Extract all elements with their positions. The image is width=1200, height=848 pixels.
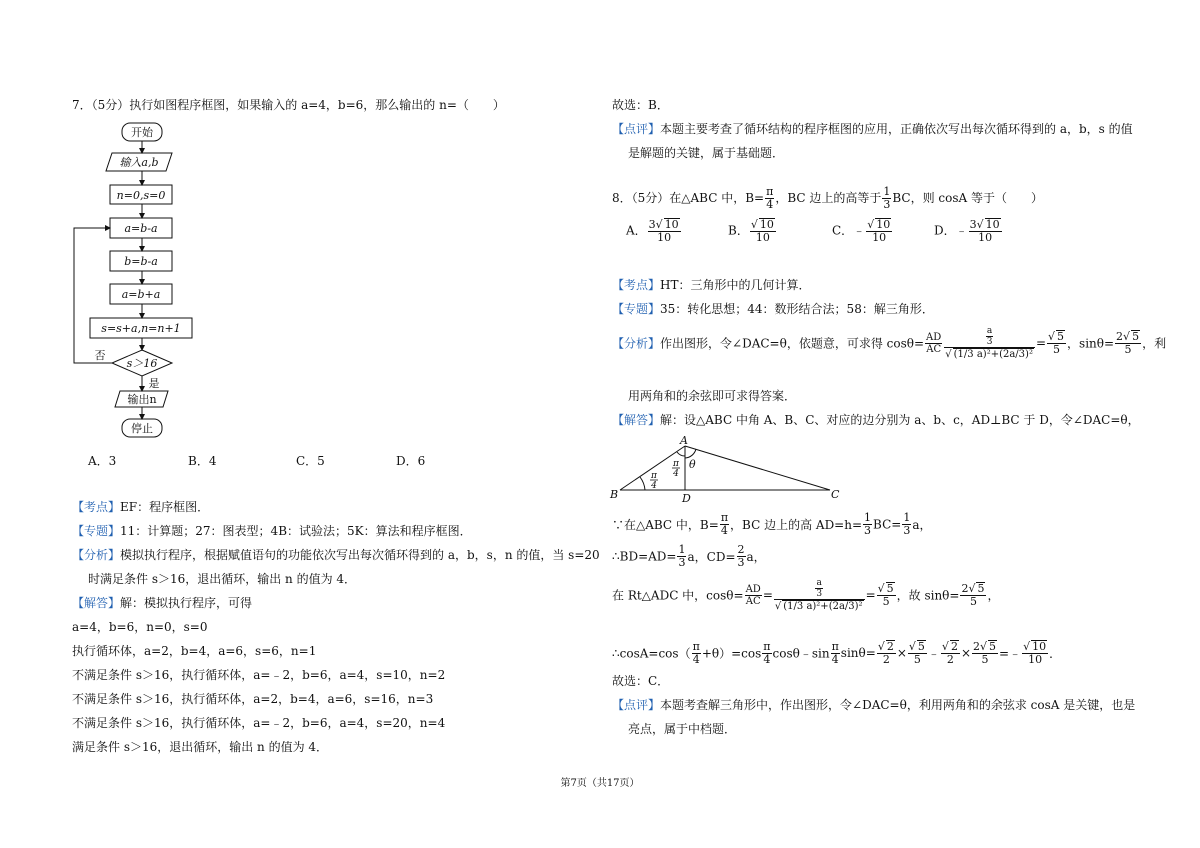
- flow-no-label: 否: [94, 349, 106, 362]
- svg-text:4: 4: [673, 469, 679, 479]
- q7-dianping: [612, 120, 1133, 137]
- q8-option-a: A． $\frac{3√ 10}{10}$: [626, 218, 679, 244]
- fenxi-tag: 【分析】: [72, 548, 121, 562]
- q8-dianping: 【点评】本题考查解三角形中，作出图形，令∠DAC=θ，利用两角和的余弦求 cosA 是关键，也是: [612, 698, 1136, 712]
- flow-stop-text: 停止: [131, 422, 153, 435]
- q8-dianping-line2: 亮点，属于中档题．: [628, 722, 737, 736]
- q8-option-b: B． $\frac{√ 10}{10}$: [728, 218, 774, 244]
- angle-bad-arc: [677, 452, 685, 456]
- q8-title: 8．（5分）在△ABC 中，B= $\frac{\pi}{4}$ ，BC 边上的高等于 $\frac{1}{3}$ BC，则 cosA 等于（ ）: [612, 185, 1043, 211]
- flow-yes-label: 是: [148, 377, 160, 390]
- angle-theta-arc: [685, 449, 696, 458]
- q7-option-c: C．5: [296, 454, 325, 468]
- theta-label: θ: [689, 458, 696, 471]
- q7-line-4: 不满足条件 s＞16，执行循环体，a=2，b=4，a=6，s=16，n=3: [72, 692, 434, 706]
- dianping-tag: 【点评】: [612, 122, 661, 136]
- kaodian-tag: 【考点】: [72, 500, 121, 514]
- fenxi-text: 模拟执行程序，根据赋值语句的功能依次写出每次循环得到的 a，b，s，n 的值，当 s=20: [120, 548, 600, 562]
- q7-line-1: a=4，b=6，n=0，s=0: [72, 620, 208, 634]
- vertex-b: B: [610, 488, 619, 501]
- q7-answer: 故选：B．: [612, 98, 669, 112]
- frac-1-over-3: $\frac{1}{3}$: [883, 185, 891, 211]
- flow-input-text: 输入a,b: [119, 156, 159, 169]
- flow-step2-text: b=b-a: [124, 255, 158, 268]
- flow-init-text: n=0,s=0: [116, 189, 166, 202]
- angle-b-arc: [640, 477, 645, 490]
- flow-output-text: 输出n: [127, 393, 157, 406]
- q7-option-b: B．4: [188, 454, 217, 468]
- q7-jieda: [72, 594, 252, 611]
- jieda-tag: 【解答】: [72, 596, 121, 610]
- q7-kaodian: [72, 498, 209, 515]
- q8-jieda: 【解答】解：设△ABC 中角 A、B、C、对应的边分别为 a、b、c，AD⊥BC 于 D，令∠DAC=θ，: [612, 413, 1140, 427]
- kaodian-text: EF：程序框图．: [120, 500, 210, 514]
- zhuanti-tag: 【专题】: [72, 524, 121, 538]
- jieda-text: 解：模拟执行程序，可得: [120, 596, 253, 610]
- zhuanti-text: 11：计算题；27：图表型；4B：试验法；5K：算法和程序框图．: [120, 524, 472, 538]
- page-footer: 第7页（共17页）: [560, 778, 640, 789]
- svg-text:π: π: [673, 459, 679, 469]
- q7-line-6: 满足条件 s＞16，退出循环，输出 n 的值为 4．: [72, 740, 329, 754]
- q8-answer: 故选：C．: [612, 674, 670, 688]
- q7-line-5: 不满足条件 s＞16，执行循环体，a=﹣2，b=6，a=4，s=20，n=4: [72, 716, 446, 730]
- triangle-figure: [605, 432, 845, 506]
- q8-option-d: D．﹣ $\frac{3√ 10}{10}$: [934, 218, 1000, 244]
- q7-zhuanti: [72, 522, 472, 539]
- side-ac: [685, 446, 830, 490]
- svg-text:4: 4: [651, 481, 657, 491]
- q7-fenxi: [72, 546, 600, 563]
- q8-rt: 在 Rt△ADC 中，cosθ= $\frac{AD}{AC}$ = $\frac{\frac{a}{3}}{\text{√ (1/3 a)²+(2a/3)²}}$ = $\frac{√ 5}{5}$ ，故 sinθ= $\frac{2√ 5}{5}$ ，: [612, 578, 1000, 612]
- flow-step1-text: a=b-a: [124, 222, 158, 235]
- q7-line-2: 执行循环体，a=2，b=4，a=6，s=6，n=1: [72, 644, 317, 658]
- q8-kaodian: 【考点】HT：三角形中的几何计算．: [612, 278, 811, 292]
- flowchart: [60, 118, 220, 448]
- dianping-text: 本题主要考查了循环结构的程序框图的应用，正确依次写出每次循环得到的 a，b，s 的值: [660, 122, 1133, 136]
- vertex-d: D: [682, 492, 691, 505]
- q8-zhuanti: 【专题】35：转化思想；44：数形结合法；58：解三角形．: [612, 302, 934, 316]
- frac-pi-over-4: $\frac{\pi}{4}$: [766, 185, 774, 211]
- flow-step3-text: a=b+a: [121, 288, 161, 301]
- svg-text:π: π: [651, 471, 657, 481]
- q7-title: 7．（5分）执行如图程序框图，如果输入的 a=4，b=6，那么输出的 n=（ ）: [72, 98, 505, 112]
- q8-fenxi: 【分析】作出图形，令∠DAC=θ，依题意，可求得 cosθ= $\frac{AD}{AC}$ $\frac{\frac{a}{3}}{\text{√ (1/3 a)²+(2a/3)²}}$ = $\frac{√ 5}{5}$ ，sinθ= $\frac{2√ 5}{5}$ ，利: [612, 326, 1167, 360]
- flow-step4-text: s=s+a,n=n+1: [101, 322, 181, 335]
- q8-option-c: C．﹣ $\frac{√ 10}{10}$: [832, 218, 891, 244]
- flow-start-text: 开始: [131, 126, 153, 139]
- q7-fenxi-line2: 时满足条件 s＞16，退出循环，输出 n 的值为 4．: [88, 572, 357, 586]
- q7-dianping-line2: 是解题的关键，属于基础题．: [628, 146, 785, 160]
- q8-therefore: ∴BD=AD= $\frac{1}{3}$ a，CD= $\frac{2}{3}$ a，: [612, 543, 766, 569]
- q8-because: ∵在△ABC 中，B= $\frac{\pi}{4}$ ，BC 边上的高 AD=h= $\frac{1}{3}$ BC= $\frac{1}{3}$ a，: [612, 511, 932, 537]
- q7-option-d: D．6: [396, 454, 426, 468]
- q8-cosA: ∴cosA=cos（ $\frac{\pi}{4}$ +θ）=cos $\frac{\pi}{4}$ cosθ﹣sin $\frac{\pi}{4}$ sinθ= $\frac{√ 2}{2}$ × $\frac{√ 5}{5}$ ﹣ $\frac{√ 2}{2}$ × $\frac{2√ 5}{5}$ =﹣ $\frac{√ 10}{10}$ ．: [612, 639, 1062, 666]
- flow-condition-text: s＞16: [126, 357, 158, 370]
- vertex-c: C: [831, 488, 840, 501]
- q8-fenxi-line2: 用两角和的余弦即可求得答案．: [628, 389, 797, 403]
- q7-line-3: 不满足条件 s＞16，执行循环体，a=﹣2，b=6，a=4，s=10，n=2: [72, 668, 446, 682]
- q7-option-a: A．3: [88, 454, 117, 468]
- vertex-a: A: [680, 434, 688, 447]
